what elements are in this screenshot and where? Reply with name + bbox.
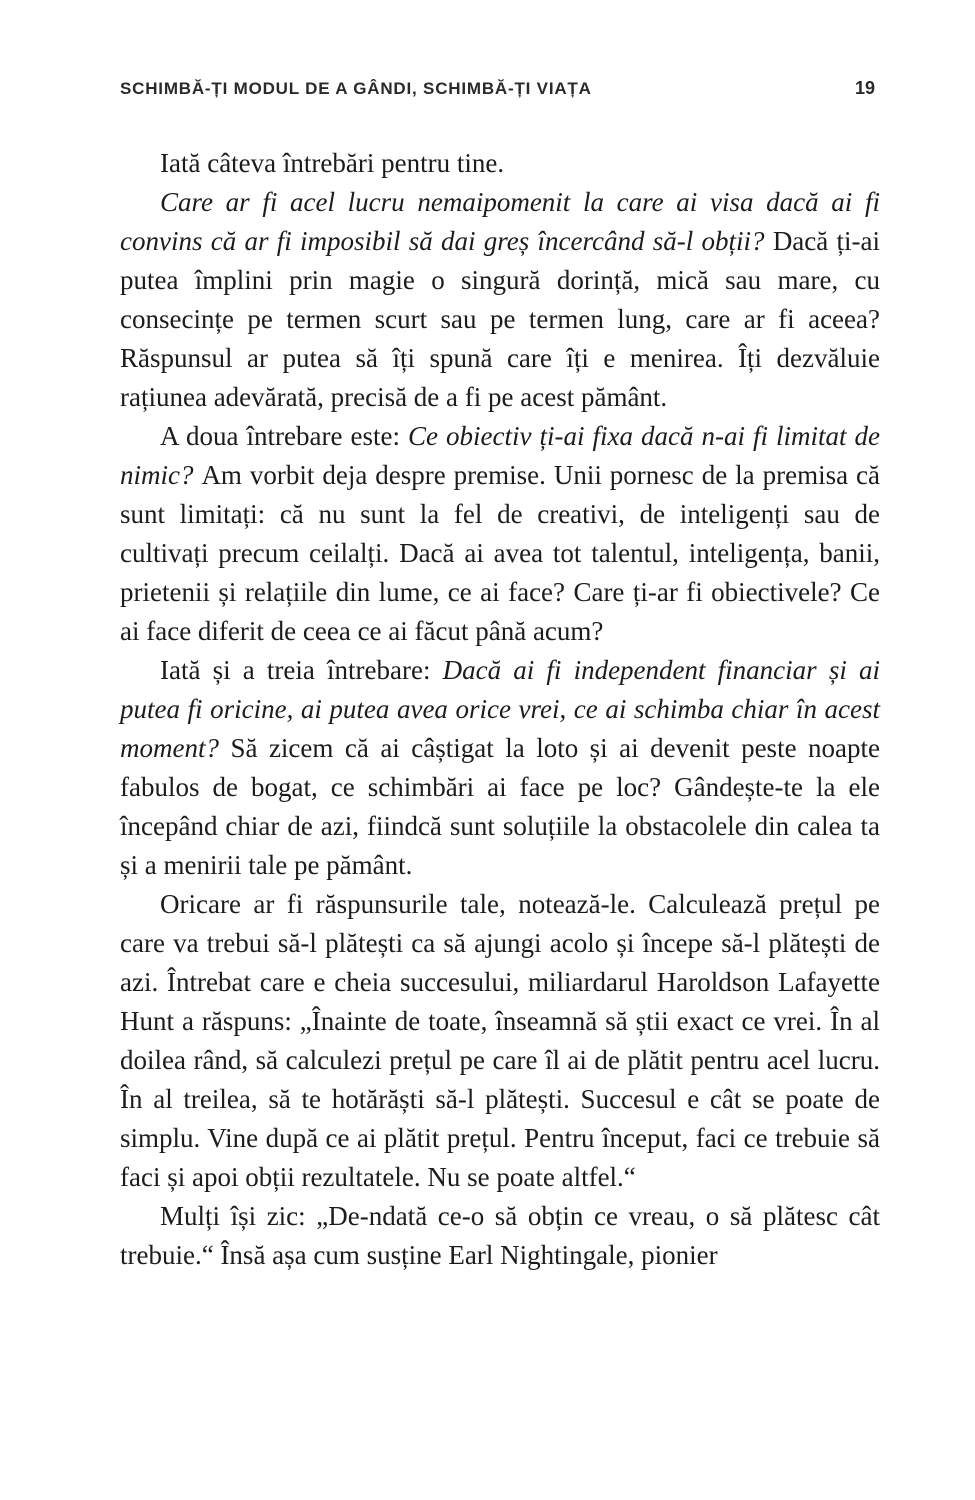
paragraph [120, 144, 880, 183]
text-run: Am vorbit deja despre premise. Unii pornesc de la premisa că sunt limitați: că nu sunt la fel de creativi, de inteligenți sau de cultivați precum ceilalți. Dacă ai avea tot talentul, inteligența, banii, prietenii și relațiile din lume, ce ai face? Care ți-ar fi obiectivele? Ce ai face diferit de ceea ce ai făcut până acum? [120, 460, 880, 646]
text-run: Oricare ar fi răspunsurile tale, notează-le. Calculează prețul pe care va trebui să-l plătești ca să ajungi acolo și începe să-l plătești de azi. Întrebat care e cheia succesului, miliardarul Haroldson Lafayette Hunt a răspuns: „Înainte de toate, înseamnă să știi exact ce vrei. În al doilea rând, să calculezi prețul pe care îl ai de plătit pentru acel lucru. În al treilea, să te hotărăști să-l plătești. Succesul e cât se poate de simplu. Vine după ce ai plătit prețul. Pentru început, faci ce trebuie să faci și apoi obții rezultatele. Nu se poate altfel.“ [120, 889, 880, 1192]
text-block [120, 144, 880, 1275]
text-run: Iată câteva întrebări pentru tine. [160, 148, 505, 178]
text-run: Dacă ți-ai putea împlini prin magie o singură dorință, mică sau mare, cu consecințe pe termen scurt sau pe termen lung, care ar fi aceea? Răspunsul ar putea să îți spună care îți e menirea. Îți dezvăluie rațiunea adevărată, precisă de a fi pe acest pământ. [120, 226, 881, 412]
running-title: SCHIMBĂ-ȚI MODUL DE A GÂNDI, SCHIMBĂ-ȚI VIAȚA [120, 79, 592, 98]
paragraph [120, 417, 880, 651]
paragraph [120, 651, 880, 885]
paragraph [120, 1197, 880, 1275]
text-run: Mulți își zic: „De-ndată ce-o să obțin ce vreau, o să plătesc cât trebuie.“ Însă așa cum susține Earl Nightingale, pionier [120, 1201, 880, 1270]
text-run: Să zicem că ai câștigat la loto și ai devenit peste noapte fabulos de bogat, ce schimbări ai face pe loc? Gândește-te la ele începând chiar de azi, fiindcă sunt soluțiile la obstacolele din calea ta și a menirii tale pe pământ. [120, 733, 880, 880]
text-run: A doua întrebare este: [160, 421, 408, 451]
italic-run: Ce obiectiv ți-ai fixa dacă n-ai fi limitat de nimic? [120, 421, 880, 490]
paragraph [120, 885, 880, 1197]
paragraph [120, 183, 880, 417]
text-run: Iată și a treia întrebare: [160, 655, 443, 685]
page-number: 19 [854, 78, 875, 98]
italic-run: Dacă ai fi independent financiar și ai putea fi oricine, ai putea avea orice vrei, ce ai schimba chiar în acest moment? [120, 655, 880, 763]
page-header [120, 78, 875, 99]
italic-run: Care ar fi acel lucru nemaipomenit la care ai visa dacă ai fi convins că ar fi imposibil să dai greș încercând să-l obții? [120, 187, 880, 256]
